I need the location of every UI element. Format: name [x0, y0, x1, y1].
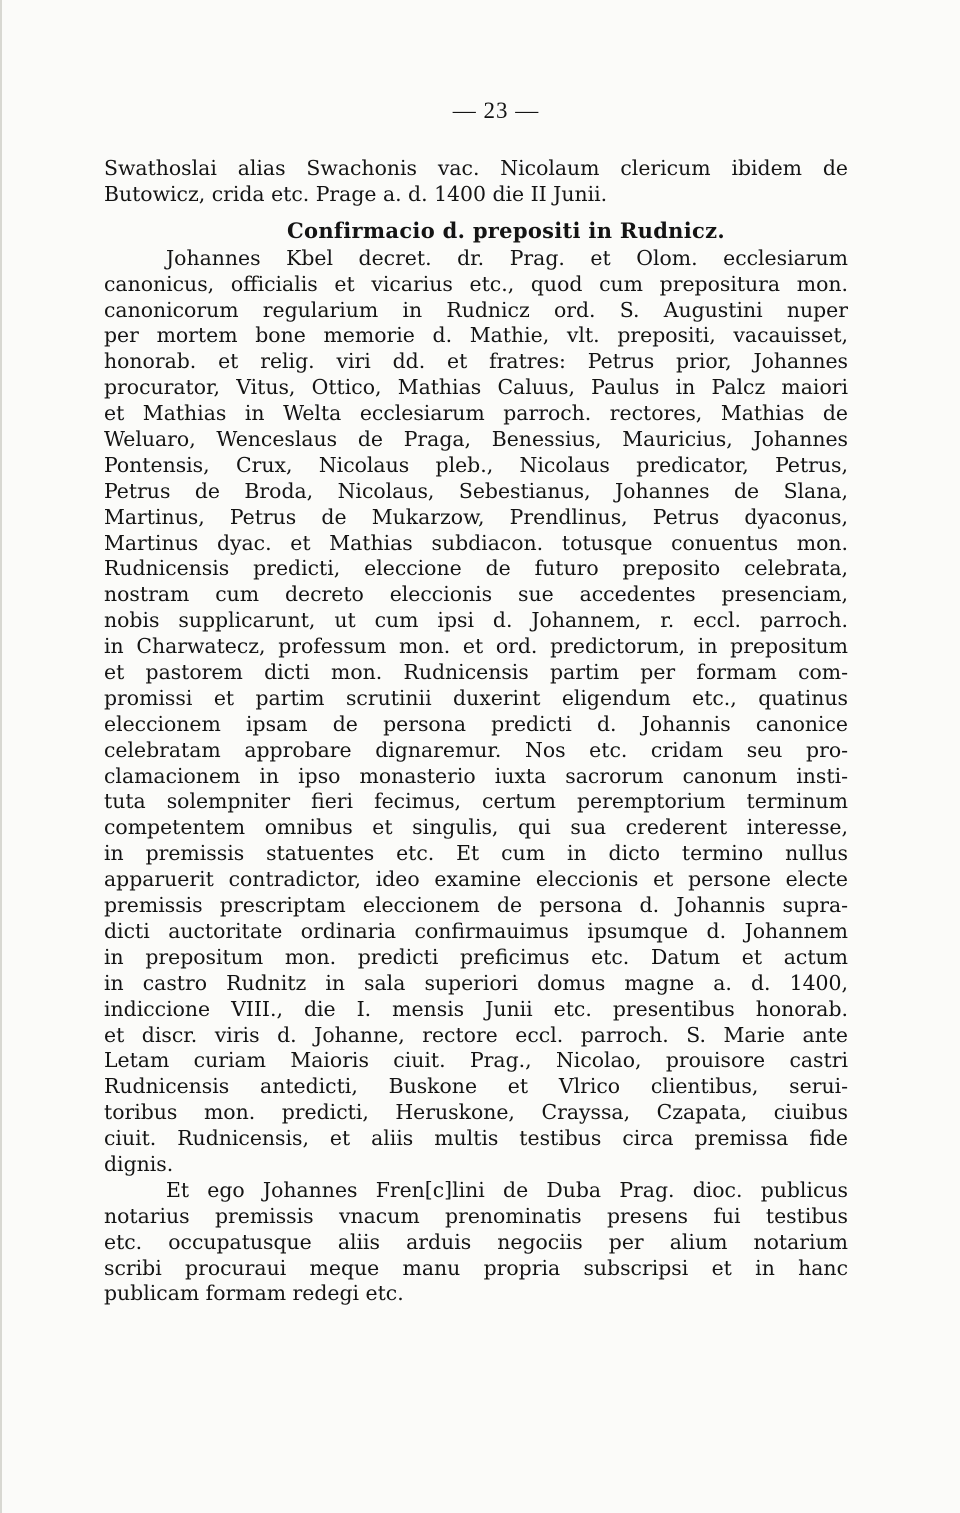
text-line: et Mathias in Welta ecclesiarum parroch. rectores, Mathias de: [104, 401, 848, 426]
text-line: et pastorem dicti mon. Rudnicensis partim per formam com-: [104, 660, 848, 685]
text-line: clamacionem in ipso monasterio iuxta sacrorum canonum insti-: [104, 763, 848, 788]
text-line: canonicorum regularium in Rudnicz ord. S. Augustini nuper: [104, 297, 848, 322]
text-line: premissis prescriptam eleccionem de persona d. Johannis supra-: [104, 893, 848, 918]
text-line: promissi et partim scrutinii duxerint eligendum etc., quatinus: [104, 685, 848, 710]
text-line: nostram cum decreto eleccionis sue accedentes presenciam,: [104, 582, 848, 607]
text-line: in Charwatecz, professum mon. et ord. predictorum, in prepositum: [104, 634, 848, 659]
text-line: publicam formam redegi etc.: [104, 1281, 404, 1306]
page-number: — 23 —: [452, 98, 540, 123]
text-line: Weluaro, Wenceslaus de Praga, Benessius, Mauricius, Johannes: [104, 427, 848, 452]
intro-paragraph: [104, 156, 848, 208]
document-page: [104, 96, 848, 1307]
text-line: Swathoslai alias Swachonis vac. Nicolaum clericum ibidem de: [104, 156, 848, 180]
text-line: etc. occupatusque aliis arduis negociis per alium notarium: [104, 1229, 848, 1254]
text-line: Martinus, Petrus de Mukarzow, Prendlinus, Petrus dyaconus,: [104, 504, 848, 529]
text-line: Martinus dyac. et Mathias subdiacon. totusque conuentus mon.: [104, 530, 848, 555]
text-line: in prepositum mon. predicti preficimus etc. Datum et actum: [104, 944, 848, 969]
text-line: et discr. viris d. Johanne, rectore eccl. parroch. S. Marie ante: [104, 1022, 848, 1047]
closing-paragraph: [104, 1178, 848, 1307]
page-edge: [0, 0, 2, 1513]
text-line: ciuit. Rudnicensis, et aliis multis testibus circa premissa fide: [104, 1126, 848, 1151]
text-line: apparuerit contradictor, ideo examine eleccionis et persone electe: [104, 867, 848, 892]
text-line: tuta solempniter fieri fecimus, certum peremptorium terminum: [104, 789, 848, 814]
text-line: Pontensis, Crux, Nicolaus pleb., Nicolaus predicator, Petrus,: [104, 452, 848, 477]
text-line: dicti auctoritate ordinaria confirmauimus ipsumque d. Johannem: [104, 918, 848, 943]
text-line: Rudnicensis antedicti, Buskone et Vlrico clientibus, serui-: [104, 1074, 848, 1099]
text-line: nobis supplicarunt, ut cum ipsi d. Johannem, r. eccl. parroch.: [104, 608, 848, 633]
text-line: indiccione VIII., die I. mensis Junii etc. presentibus honorab.: [104, 996, 848, 1021]
text-line: scribi procuraui meque manu propria subscripsi et in hanc: [104, 1255, 848, 1280]
text-line: procurator, Vitus, Ottico, Mathias Caluus, Paulus in Palcz maiori: [104, 375, 848, 400]
text-line: competentem omnibus et singulis, qui sua crederent interesse,: [104, 815, 848, 840]
text-line: notarius premissis vnacum prenominatis presens fui testibus: [104, 1203, 848, 1228]
text-line: honorab. et relig. viri dd. et fratres: Petrus prior, Johannes: [104, 349, 848, 374]
text-line: Et ego Johannes Fren[c]lini de Duba Prag. dioc. publicus: [166, 1177, 848, 1202]
text-line: eleccionem ipsam de persona predicti d. Johannis canonice: [104, 711, 848, 736]
text-line: Johannes Kbel decret. dr. Prag. et Olom. ecclesiarum: [166, 245, 848, 270]
text-line: dignis.: [104, 1151, 174, 1176]
text-line: Butowicz, crida etc. Prage a. d. 1400 die II Junii.: [104, 181, 608, 206]
section-heading: Confirmacio d. prepositi in Rudnicz.: [287, 217, 725, 243]
text-line: toribus mon. predicti, Heruskone, Crayssa, Czapata, ciuibus: [104, 1100, 848, 1125]
text-line: in premissis statuentes etc. Et cum in dicto termino nullus: [104, 841, 848, 866]
body-paragraph: [104, 246, 848, 1178]
text-line: per mortem bone memorie d. Mathie, vlt. prepositi, vacauisset,: [104, 323, 848, 348]
text-line: in castro Rudnitz in sala superiori domus magne a. d. 1400,: [104, 970, 848, 995]
text-line: Letam curiam Maioris ciuit. Prag., Nicolao, prouisore castri: [104, 1048, 848, 1073]
text-line: Petrus de Broda, Nicolaus, Sebestianus, Johannes de Slana,: [104, 478, 848, 503]
text-line: celebratam approbare dignaremur. Nos etc. cridam seu pro-: [104, 737, 848, 762]
text-line: Rudnicensis predicti, eleccione de futuro preposito celebrata,: [104, 556, 848, 581]
text-line: canonicus, officialis et vicarius etc., quod cum prepositura mon.: [104, 271, 848, 296]
